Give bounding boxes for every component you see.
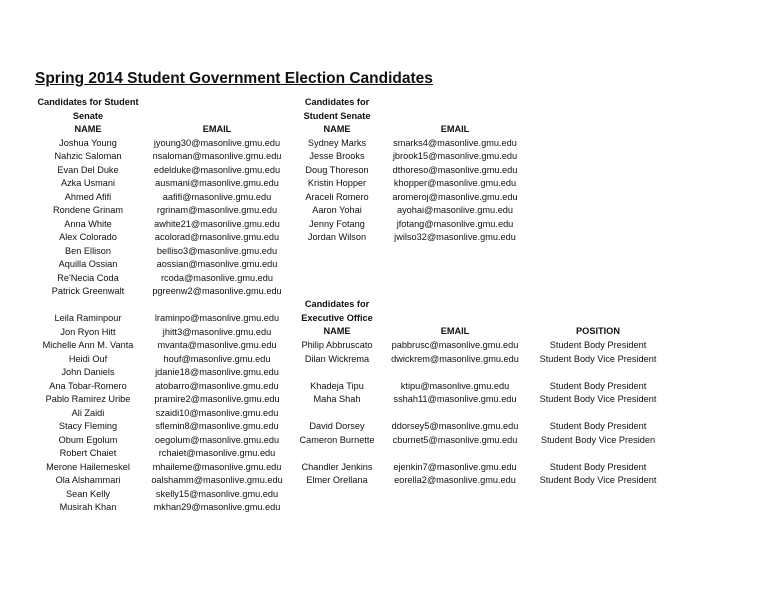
candidate-name: John Daniels xyxy=(61,367,115,377)
candidate-name: Dilan Wickrema xyxy=(304,353,370,364)
name-column-header: NAME xyxy=(323,124,351,134)
candidate-email: pramire2@masonlive.gmu.edu xyxy=(154,394,280,404)
candidate-email: pabbrusc@masonlive.gmu.edu xyxy=(391,340,519,350)
candidate-name: Aquilla Ossian xyxy=(58,259,118,269)
document-title: Spring 2014 Student Government Election Candidates xyxy=(35,70,433,87)
candidate-email: ejenkin7@masonlive.gmu.edu xyxy=(393,461,517,472)
candidate-email: sflemin8@masonlive.gmu.edu xyxy=(155,421,279,431)
candidate-position: Student Body President xyxy=(549,380,647,391)
candidate-name: Leila Raminpour xyxy=(54,313,122,323)
candidate-name: Elmer Orellana xyxy=(306,475,368,485)
candidate-name: Heidi Ouf xyxy=(68,353,108,364)
candidate-email: atobarro@masonlive.gmu.edu xyxy=(155,380,279,391)
candidate-name: Joshua Young xyxy=(59,137,117,148)
candidate-email: edelduke@masonlive.gmu.edu xyxy=(153,164,281,175)
executive-header-line2: Executive Office xyxy=(301,312,373,323)
candidate-email: rcoda@masonlive.gmu.edu xyxy=(161,272,273,283)
candidate-position: Student Body President xyxy=(549,461,647,472)
candidate-email: mhaileme@masonlive.gmu.edu xyxy=(152,461,282,472)
name-column-header: NAME xyxy=(74,124,102,134)
candidate-name: Azka Usmani xyxy=(60,178,116,188)
candidate-position: Student Body President xyxy=(549,340,647,350)
candidate-email: smarks4@masonlive.gmu.edu xyxy=(393,137,517,148)
candidate-name: David Dorsey xyxy=(309,421,365,431)
candidate-name: Patrick Greenwalt xyxy=(51,286,125,296)
candidate-name: Anna White xyxy=(64,218,112,229)
candidate-email: jyoung30@masonlive.gmu.edu xyxy=(153,137,281,148)
candidate-email: pgreenw2@masonlive.gmu.edu xyxy=(152,286,282,296)
candidate-name: Rondene Grinam xyxy=(53,205,123,215)
candidate-name: Maha Shah xyxy=(313,394,361,404)
candidate-name: Jordan Wilson xyxy=(307,232,367,242)
candidate-email: eorella2@masonlive.gmu.edu xyxy=(394,475,516,485)
candidate-email: oegolum@masonlive.gmu.edu xyxy=(154,434,280,445)
candidate-name: Musirah Khan xyxy=(59,502,117,512)
candidate-name: Doug Thoreson xyxy=(305,164,369,175)
candidate-name: Re'Necia Coda xyxy=(57,272,119,283)
candidate-email: jdanie18@masonlive.gmu.edu xyxy=(155,367,279,377)
candidate-name: Jesse Brooks xyxy=(309,151,365,161)
candidate-name: Khadeja Tipu xyxy=(310,380,364,391)
candidate-email: aossian@masonlive.gmu.edu xyxy=(156,259,278,269)
candidate-email: ayohai@masonlive.gmu.edu xyxy=(396,205,514,215)
candidate-name: Chandler Jenkins xyxy=(301,461,373,472)
position-column-header: POSITION xyxy=(576,326,620,336)
candidate-email: belliso3@masonlive.gmu.edu xyxy=(156,245,278,256)
candidate-email: dwickrem@masonlive.gmu.edu xyxy=(391,353,519,364)
candidate-email: houf@masonlive.gmu.edu xyxy=(163,353,271,364)
candidate-name: Sean Kelly xyxy=(66,488,110,499)
candidate-name: Ben Ellison xyxy=(65,245,111,256)
candidate-email: jbrook15@masonlive.gmu.edu xyxy=(392,151,518,161)
candidate-email: khopper@masonlive.gmu.edu xyxy=(393,178,517,188)
candidate-name: Aaron Yohai xyxy=(312,205,362,215)
candidate-position: Student Body Vice President xyxy=(539,353,657,364)
candidate-name: Araceli Romero xyxy=(305,191,369,202)
candidate-email: lraminpo@masonlive.gmu.edu xyxy=(154,313,280,323)
candidate-email: jhitt3@masonlive.gmu.edu xyxy=(162,326,272,337)
candidate-email: szaidi10@masonlive.gmu.edu xyxy=(155,407,279,418)
candidate-name: Ana Tobar-Romero xyxy=(49,380,127,391)
candidate-name: Michelle Ann M. Vanta xyxy=(42,340,134,350)
candidate-name: Ahmed Afifi xyxy=(64,191,112,202)
candidate-email: cburnet5@masonlive.gmu.edu xyxy=(392,434,518,445)
candidate-email: sshah11@masonlive.gmu.edu xyxy=(393,394,517,404)
candidate-name: Ola Alshammari xyxy=(55,475,121,485)
candidate-name: Ali Zaidi xyxy=(71,407,105,418)
candidate-email: awhite21@masonlive.gmu.edu xyxy=(154,218,280,229)
candidate-name: Obum Egolum xyxy=(58,434,118,445)
candidate-name: Robert Chaiet xyxy=(59,448,117,458)
email-column-header: EMAIL xyxy=(440,326,470,336)
senate-right-header-line1: Candidates for xyxy=(304,97,370,107)
candidate-name: Nahzic Saloman xyxy=(54,151,122,161)
email-column-header: EMAIL xyxy=(202,124,232,134)
senate-header-line1: Candidates for Student xyxy=(37,97,139,107)
candidate-name: Alex Colorado xyxy=(59,232,117,242)
candidate-email: mkhan29@masonlive.gmu.edu xyxy=(153,502,281,512)
executive-header-line1: Candidates for xyxy=(304,299,370,309)
candidate-name: Kristin Hopper xyxy=(307,178,367,188)
senate-right-header-line2: Student Senate xyxy=(303,110,371,121)
candidate-email: jwilso32@masonlive.gmu.edu xyxy=(394,232,516,242)
candidate-position: Student Body President xyxy=(549,421,647,431)
candidate-email: rchaiet@masonlive.gmu.edu xyxy=(158,448,276,458)
candidate-email: ktipu@masonlive.gmu.edu xyxy=(400,380,510,391)
candidate-email: dthoreso@masonlive.gmu.edu xyxy=(392,164,518,175)
candidate-email: mvanta@masonlive.gmu.edu xyxy=(157,340,277,350)
name-column-header: NAME xyxy=(323,326,351,336)
candidate-email: acolorad@masonlive.gmu.edu xyxy=(154,232,280,242)
candidate-name: Jon Ryon Hitt xyxy=(60,326,116,337)
candidate-name: Pablo Ramirez Uribe xyxy=(45,394,131,404)
candidate-name: Sydney Marks xyxy=(307,137,367,148)
candidate-email: jfotang@masonlive.gmu.edu xyxy=(396,218,514,229)
candidate-name: Cameron Burnette xyxy=(299,434,375,445)
senate-header-line2: Senate xyxy=(72,110,104,121)
candidate-email: aafifi@masonlive.gmu.edu xyxy=(162,191,272,202)
candidate-name: Merone Hailemeskel xyxy=(46,461,130,472)
candidate-email: oalshamm@masonlive.gmu.edu xyxy=(151,475,283,485)
email-column-header: EMAIL xyxy=(440,124,470,134)
candidate-position: Student Body Vice President xyxy=(539,475,657,485)
candidate-email: nsaloman@masonlive.gmu.edu xyxy=(152,151,282,161)
candidate-email: ddorsey5@masonlive.gmu.edu xyxy=(391,421,519,431)
candidate-email: rgrinam@masonlive.gmu.edu xyxy=(156,205,278,215)
candidate-email: skelly15@masonlive.gmu.edu xyxy=(155,488,279,499)
candidate-email: ausmani@masonlive.gmu.edu xyxy=(155,178,279,188)
candidate-position: Student Body Vice Presiden xyxy=(540,434,656,445)
candidate-name: Evan Del Duke xyxy=(57,164,119,175)
candidate-name: Philip Abbruscato xyxy=(301,340,373,350)
candidate-email: aromeroj@masonlive.gmu.edu xyxy=(392,191,518,202)
candidate-position: Student Body Vice President xyxy=(539,394,657,404)
candidate-name: Stacy Fleming xyxy=(58,421,118,431)
candidate-name: Jenny Fotang xyxy=(309,218,365,229)
